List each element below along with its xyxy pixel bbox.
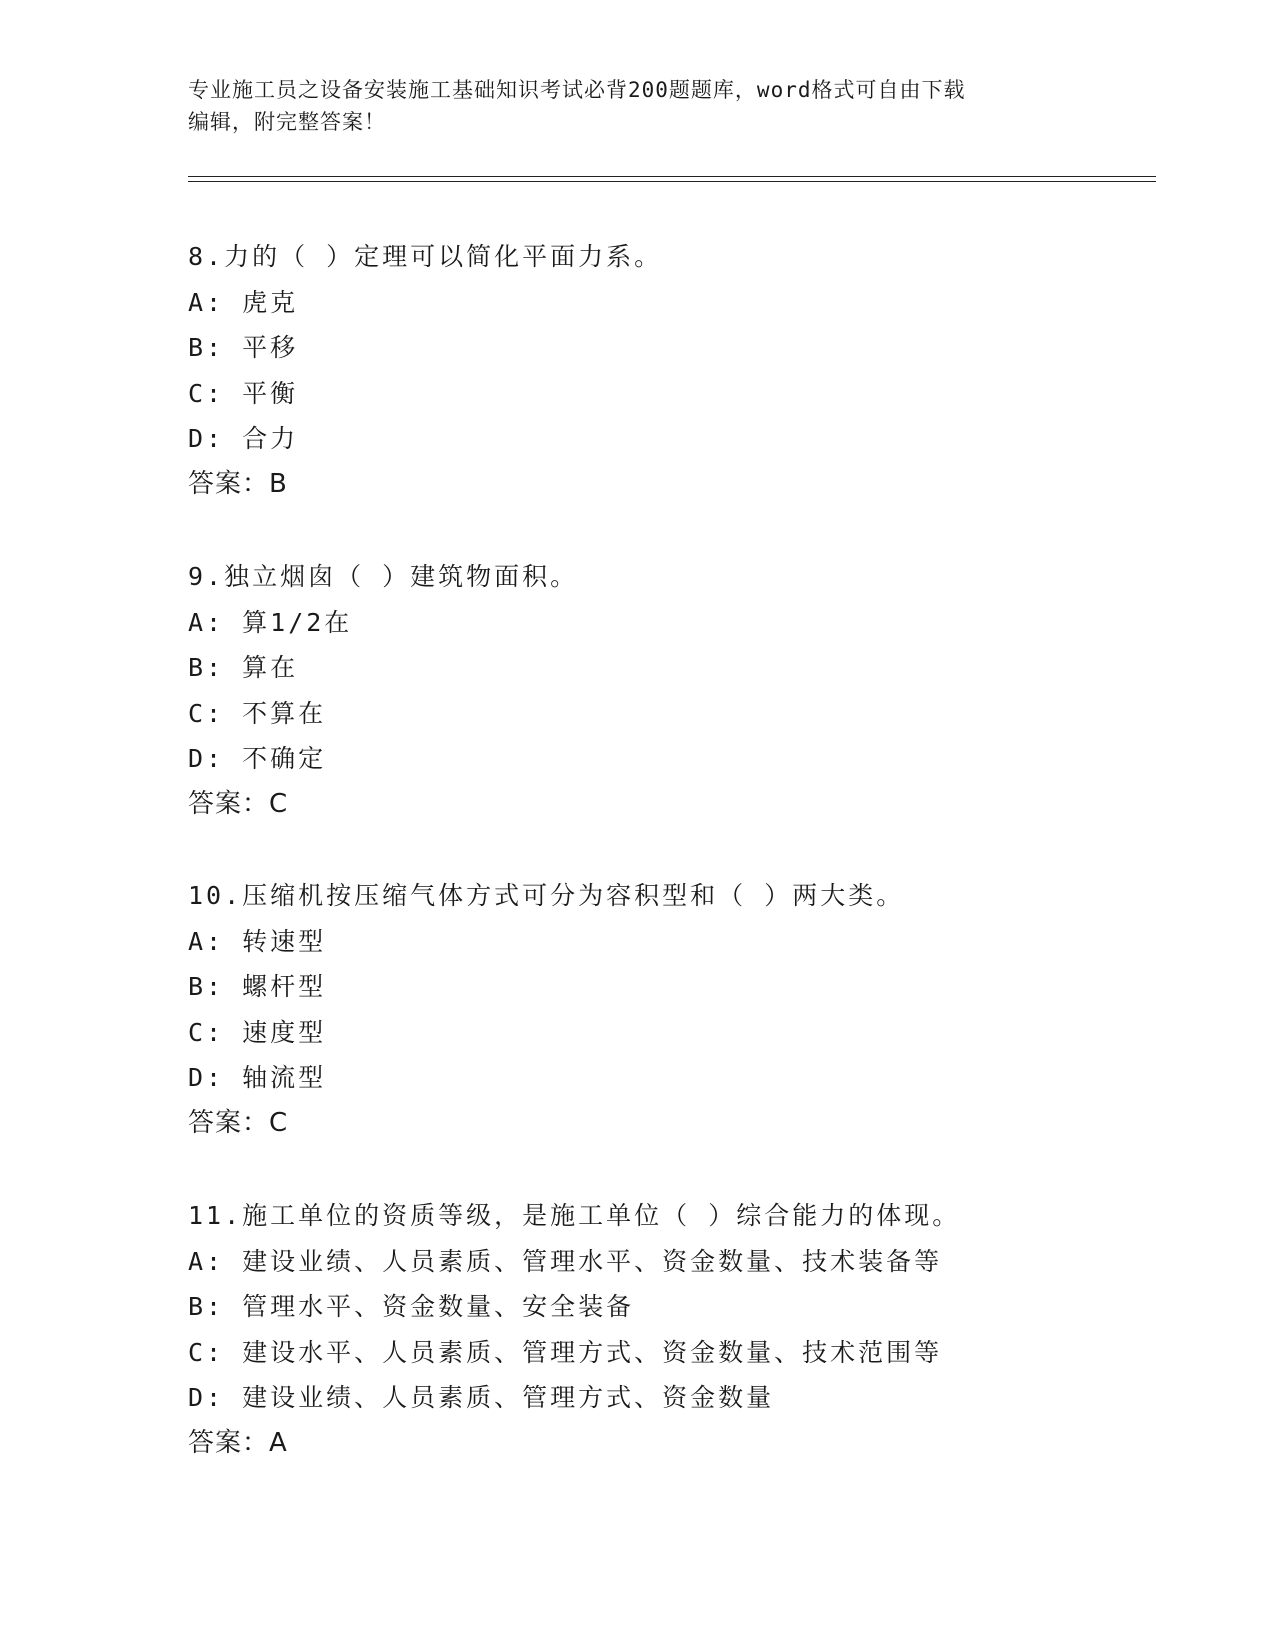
question-stem: 10.压缩机按压缩气体方式可分为容积型和（ ）两大类。	[188, 881, 905, 910]
option-d: D: 建设业绩、人员素质、管理方式、资金数量	[188, 1383, 775, 1412]
header-title-line-1: 专业施工员之设备安装施工基础知识考试必背200题题库，word格式可自由下载	[188, 78, 966, 102]
answer: 答案：C	[188, 1107, 289, 1138]
option-c: C: 速度型	[188, 1017, 327, 1047]
header-title-line-2: 编辑，附完整答案！	[188, 110, 386, 134]
question-8	[188, 234, 1188, 507]
question-10	[188, 873, 1188, 1146]
option-b: B: 管理水平、资金数量、安全装备	[188, 1292, 635, 1321]
option-b: B: 螺杆型	[188, 972, 327, 1001]
answer: 答案：C	[188, 788, 289, 819]
option-c: C: 不算在	[188, 698, 327, 728]
question-stem: 11.施工单位的资质等级，是施工单位（ ）综合能力的体现。	[188, 1201, 961, 1230]
answer: 答案：A	[188, 1427, 288, 1458]
answer: 答案：B	[188, 468, 288, 499]
question-9	[188, 554, 1188, 827]
question-stem: 9.独立烟囱（ ）建筑物面积。	[188, 562, 579, 591]
header-divider-bottom	[188, 181, 1156, 182]
question-stem: 8.力的（ ）定理可以简化平面力系。	[188, 242, 663, 271]
option-c: C: 平衡	[188, 378, 299, 408]
option-d: D: 不确定	[188, 744, 327, 773]
question-11	[188, 1193, 1188, 1466]
option-b: B: 平移	[188, 333, 299, 362]
option-c: C: 建设水平、人员素质、管理方式、资金数量、技术范围等	[188, 1337, 943, 1367]
option-d: D: 轴流型	[188, 1063, 327, 1092]
option-a: A: 虎克	[188, 287, 299, 317]
option-a: A: 转速型	[188, 926, 327, 956]
document-header	[188, 74, 1088, 138]
option-d: D: 合力	[188, 424, 299, 453]
option-a: A: 算1/2在	[188, 607, 353, 637]
header-divider-top	[188, 176, 1156, 177]
option-b: B: 算在	[188, 653, 299, 682]
option-a: A: 建设业绩、人员素质、管理水平、资金数量、技术装备等	[188, 1246, 943, 1276]
